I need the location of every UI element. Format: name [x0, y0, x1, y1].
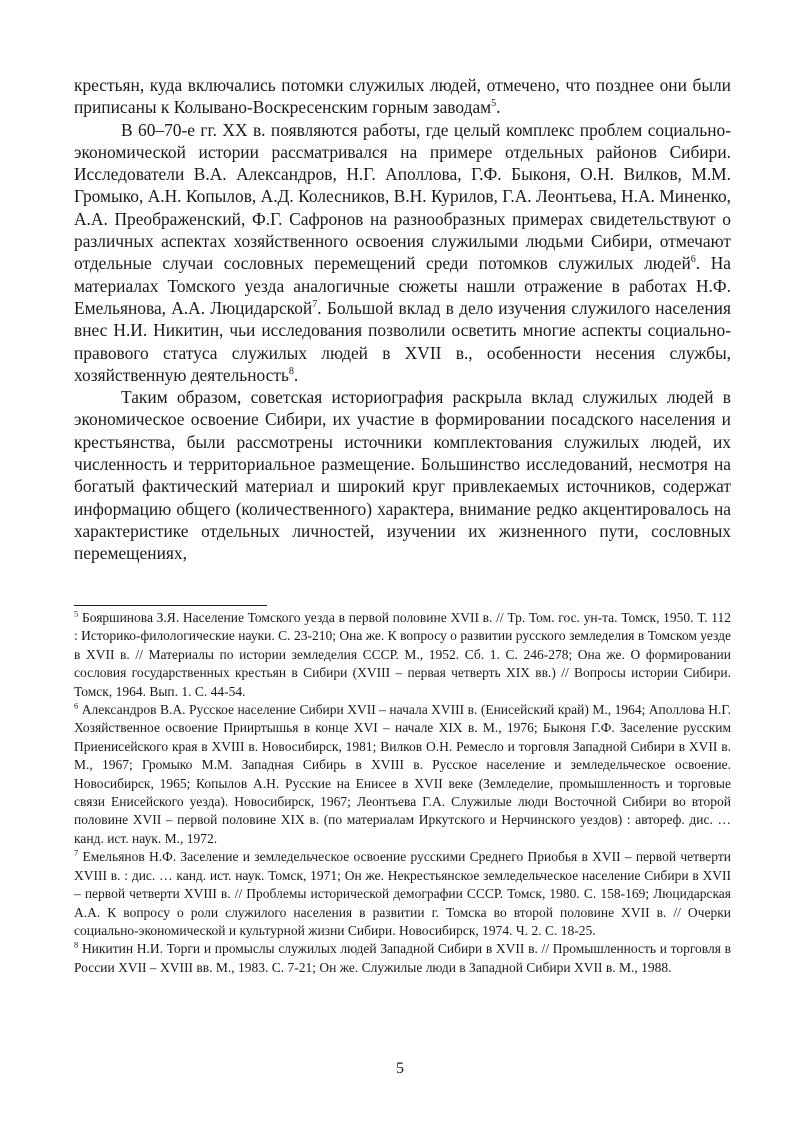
footnote-ref[interactable]: 5 [491, 98, 497, 110]
footnote-text: Бояршинова З.Я. Население Томского уезда в первой половине XVII в. // Тр. Том. гос. ун-та. Томск, 1950. Т. 112 : Историко-филологические науки. С. 23-210; Она же. К вопросу о развитии русского земледелия в Томском уезде в XVII в. // Материалы по истории земледелия СССР. М., 1952. Сб. 1. С. 246-278; Она же. О формировании сословия государственных крестьян в Сибири (XVIII – первая четверть XIX вв.) // Вопросы истории Сибири. Томск, 1964. Вып. 1. С. 44-54. [74, 610, 732, 699]
paragraph-3: Таким образом, советская историография раскрыла вклад служилых людей в экономическое освоение Сибири, их участие в формировании посадского населения и крестьянства, были рассмотрены источники комплектования служилых людей, их численность и территориальное размещение. Большинство исследований, несмотря на богатый фактический материал и широкий круг привлекаемых источников, содержат информацию общего (количественного) характера, внимание редко акцентировалось на характеристике отдельных личностей, изучении их жизненного пути, сословных перемещениях, [74, 387, 731, 564]
page-number: 5 [396, 1060, 404, 1077]
footnote-ref[interactable]: 8 [288, 366, 294, 378]
footnote-number: 8 [74, 939, 79, 950]
footnote-number: 5 [74, 608, 79, 619]
footnote-5 [74, 609, 731, 701]
footnote-text: Емельянов Н.Ф. Заселение и земледельческое освоение русскими Среднего Приобья в XVII – первой четверти XVIII в. : дис. … канд. ист. наук. Томск, 1971; Он же. Некрестьянское земледельческое население Сибири в XVII – первой четверти XVIII в. // Проблемы исторической демографии СССР. Томск, 1980. С. 158-169; Люцидарская А.А. К вопросу о роли служилого населения в развитии г. Томска во второй половине XVII в. // Очерки социально-экономической и культурной жизни Сибири. Новосибирск, 1974. Ч. 2. С. 18-25. [74, 849, 731, 938]
paragraph-text: . Большой вклад в дело изучения служилого населения внес Н.И. Никитин, чьи исследования позволили осветить многие аспекты социально-правового статуса служилых людей в XVII в., особенности несения службы, хозяйственную деятельность [74, 297, 731, 385]
paragraph-text: . [293, 364, 299, 385]
paragraph-1 [74, 74, 731, 119]
footnote-ref[interactable]: 6 [690, 254, 696, 266]
footnote-ref[interactable]: 7 [312, 299, 318, 311]
paragraph-text: . На материалах Томского уезда аналогичные сюжеты нашли отражение в работах Н.Ф. Емельянова, А.А. Люцидарской [74, 253, 731, 318]
main-text [74, 74, 731, 565]
paragraph-text: крестьян, куда включались потомки служилых людей, отмечено, что позднее они были приписаны к Колывано-Воскресенским горным заводам [74, 75, 731, 118]
footnote-7 [74, 848, 731, 940]
paragraph-2 [74, 119, 731, 387]
footnote-8 [74, 940, 731, 977]
footnote-text: Никитин Н.И. Торги и промыслы служилых людей Западной Сибири в XVII в. // Промышленность и торговля в России XVII – XVIII вв. М., 1983. С. 7-21; Он же. Служилые люди в Западной Сибири XVII в. М., 1988. [74, 941, 731, 975]
footnotes [74, 609, 731, 977]
footnote-separator [74, 605, 267, 606]
footnote-number: 6 [74, 700, 79, 711]
paragraph-text: В 60–70-е гг. XX в. появляются работы, где целый комплекс проблем социально-экономической истории рассматривался на примере отдельных районов Сибири. Исследователи В.А. Александров, Н.Г. Аполлова, Г.Ф. Быконя, О.Н. Вилков, М.М. Громыко, А.Н. Копылов, А.Д. Колесников, В.Н. Курилов, Г.А. Леонтьева, Н.А. Миненко, А.А. Преображенский, Ф.Г. Сафронов на разнообразных примерах свидетельствуют о различных аспектах хозяйственного освоения служилыми людьми Сибири, отмечают отдельные случаи сословных перемещений среди потомков служилых людей [74, 119, 731, 274]
footnote-number: 7 [74, 847, 79, 858]
footnote-6 [74, 701, 731, 848]
paragraph-text: . [496, 97, 501, 118]
footnote-text: Александров В.А. Русское население Сибири XVII – начала XVIII в. (Енисейский край) М., 1964; Аполлова Н.Г. Хозяйственное освоение Прииртышья в конце XVI – начале XIX в. М., 1976; Быконя Г.Ф. Заселение русским Приенисейского края в XVIII в. Новосибирск, 1981; Вилков О.Н. Ремесло и торговля Западной Сибири в XVII в. М., 1967; Громыко М.М. Западная Сибирь в XVIII в. Русское население и земледельческое освоение. Новосибирск, 1965; Копылов А.Н. Русские на Енисее в XVII веке (Земледелие, промышленность и торговые связи Енисейского уезда). Новосибирск, 1967; Леонтьева Г.А. Служилые люди Восточной Сибири во второй половине XVII – первой половине XIX в. (по материалам Иркутского и Нерчинского уездов) : автореф. дис. … канд. ист. наук. М., 1972. [74, 702, 731, 846]
